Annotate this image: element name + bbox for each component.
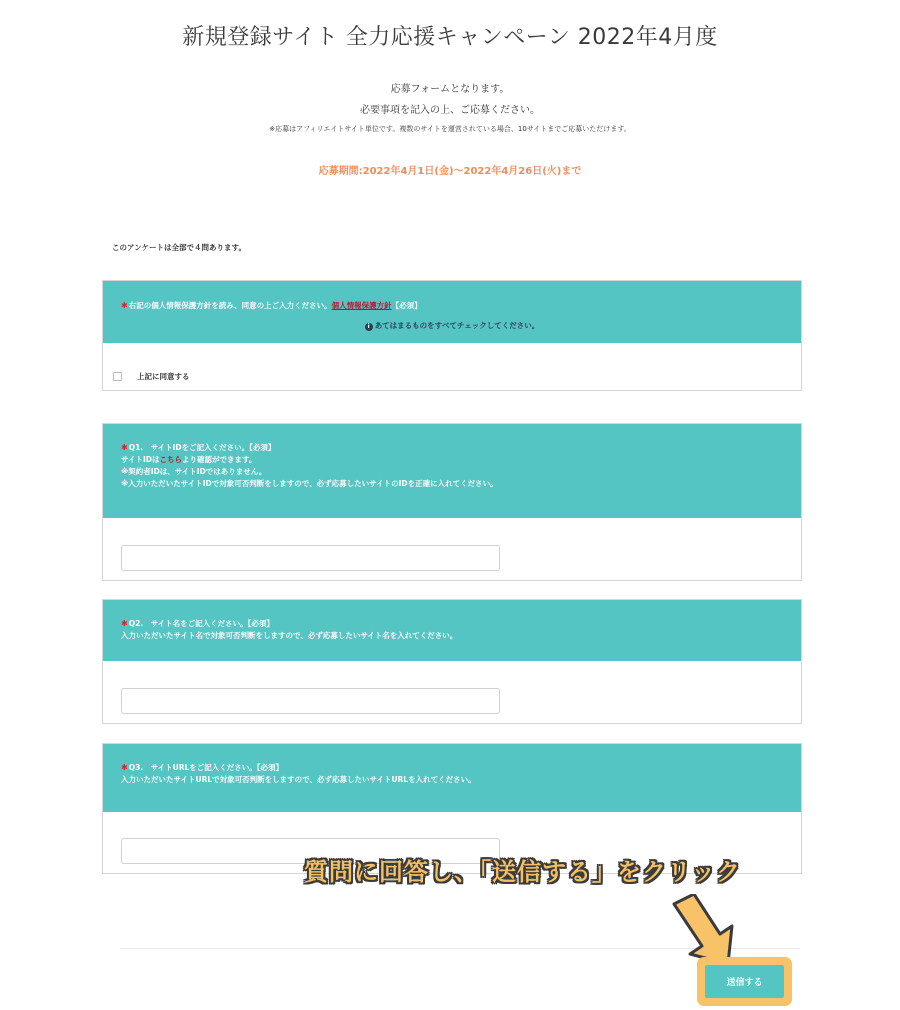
required-mark: ✱ bbox=[121, 443, 128, 452]
consent-text: 右記の個人情報保護方針を読み、同意の上ご入力ください。 bbox=[128, 301, 332, 310]
question-1-body bbox=[103, 518, 801, 580]
required-mark: ✱ bbox=[121, 619, 128, 628]
application-period: 応募期間:2022年4月1日(金)〜2022年4月26日(火)まで bbox=[318, 166, 582, 177]
consent-instruction bbox=[121, 320, 783, 332]
page-title: 新規登録サイト 全力応援キャンペーン 2022年4月度 bbox=[182, 25, 718, 50]
question-1-header bbox=[103, 424, 801, 518]
question-1 bbox=[102, 423, 802, 581]
intro-text-1: 応募フォームとなります。 bbox=[390, 84, 510, 95]
question-1-note-1: ※契約者IDは、サイトIDではありません。 bbox=[121, 467, 267, 476]
question-3-title bbox=[121, 762, 783, 774]
consent-question-header bbox=[103, 281, 801, 343]
info-icon: i bbox=[365, 323, 373, 331]
question-3-title-text: Q3. サイトURLをご記入ください。【必須】 bbox=[128, 763, 284, 772]
question-2-body bbox=[103, 661, 801, 723]
consent-question-title bbox=[121, 300, 783, 312]
question-2 bbox=[102, 599, 802, 724]
question-2-header bbox=[103, 600, 801, 661]
required-mark: ✱ bbox=[121, 763, 128, 772]
question-1-note-2: ※入力いただいたサイトIDで対象可否判断をしますので、必ず応募したいサイトのIDを正確に入れてください。 bbox=[121, 479, 498, 488]
privacy-policy-link[interactable]: 個人情報保護方針 bbox=[331, 301, 392, 310]
survey-count-text: このアンケートは全部で４問あります。 bbox=[112, 243, 246, 252]
required-mark: ✱ bbox=[121, 301, 128, 310]
site-name-input[interactable] bbox=[121, 688, 500, 714]
question-2-title bbox=[121, 618, 783, 630]
agree-checkbox-label[interactable]: 上記に同意する bbox=[137, 372, 190, 381]
agree-checkbox[interactable] bbox=[113, 372, 122, 381]
question-1-hint-prefix: サイトIDは bbox=[121, 455, 160, 464]
instruction-annotation: 質問に回答し、「送信する」をクリック bbox=[304, 858, 742, 886]
question-1-hint-suffix: より確認ができます。 bbox=[182, 455, 257, 464]
question-2-title-text: Q2. サイト名をご記入ください。【必須】 bbox=[128, 619, 274, 628]
question-1-hint bbox=[121, 454, 783, 466]
consent-question bbox=[102, 280, 802, 391]
site-id-lookup-link[interactable]: こちら bbox=[159, 455, 182, 464]
required-label: 【必須】 bbox=[391, 301, 422, 310]
question-3-note: 入力いただいたサイトURLで対象可否判断をしますので、必ず応募したいサイトURLを入れてください。 bbox=[121, 775, 476, 784]
site-id-input[interactable] bbox=[121, 545, 500, 571]
question-3-header bbox=[103, 744, 801, 812]
arrow-down-right-icon bbox=[666, 894, 736, 966]
question-1-title bbox=[121, 442, 783, 454]
question-2-note: 入力いただいたサイト名で対象可否判断をしますので、必ず応募したいサイト名を入れてください。 bbox=[121, 631, 458, 640]
intro-text-2: 必要事項を記入の上、ご応募ください。 bbox=[360, 105, 540, 116]
consent-instruction-text: あてはまるものをすべてチェックしてください。 bbox=[374, 321, 540, 330]
submit-button[interactable]: 送信する bbox=[705, 965, 784, 998]
consent-question-body bbox=[103, 343, 801, 390]
question-1-title-text: Q1. サイトIDをご記入ください。【必須】 bbox=[128, 443, 276, 452]
intro-note: ※応募はアフィリエイトサイト単位です。複数のサイトを運営されている場合、10サイトまでご応募いただけます。 bbox=[269, 125, 631, 133]
